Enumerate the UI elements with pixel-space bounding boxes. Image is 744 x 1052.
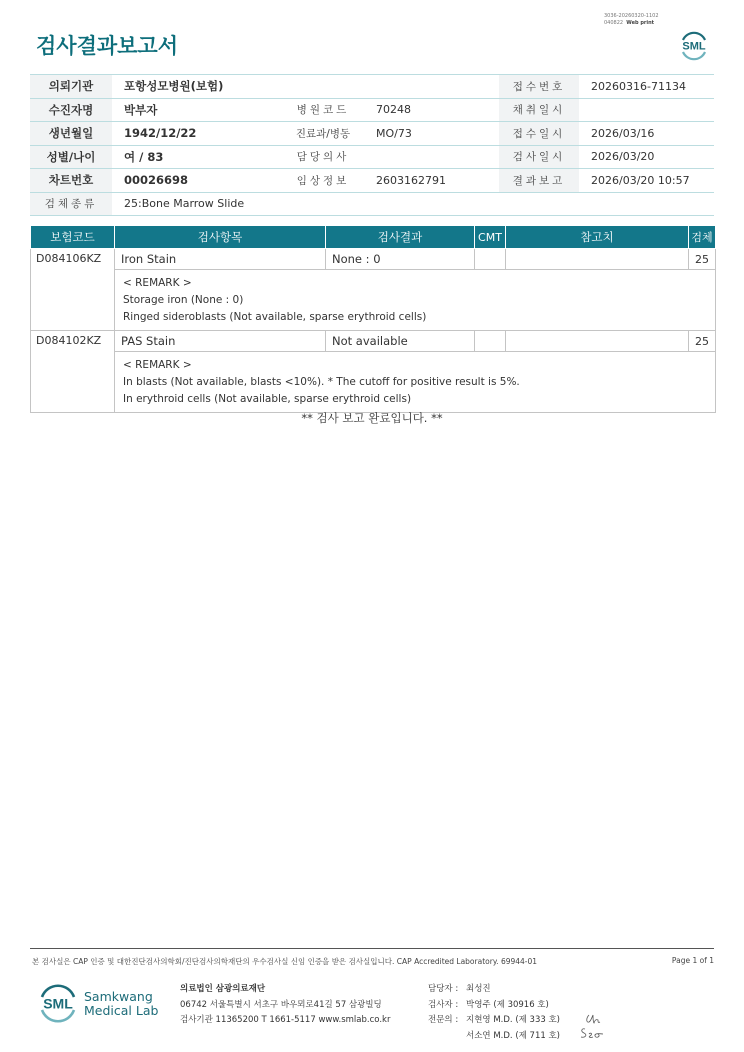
test-result: None : 0 bbox=[326, 249, 475, 270]
specialist-name-2: 서소연 M.D. (제 711 호) bbox=[466, 1030, 561, 1041]
page-number: Page 1 of 1 bbox=[671, 956, 714, 965]
table-row bbox=[31, 249, 716, 270]
col-header-code: 보험코드 bbox=[31, 226, 115, 249]
chart-no-label: 차트번호 bbox=[30, 169, 112, 193]
hospital-code-label: 병원코드 bbox=[282, 98, 364, 122]
test-reference bbox=[506, 249, 689, 270]
cap-accreditation-note: 본 검사실은 CAP 인증 및 대한진단검사의학회/진단검사의학재단의 우수검사실 신임 인증을 받은 검사실입니다. CAP Accredited Laboratory. 69944-01 bbox=[32, 957, 538, 966]
dept-value: MO/73 bbox=[364, 122, 499, 146]
sml-logo-footer-icon bbox=[36, 980, 80, 1026]
remark-cell bbox=[115, 270, 716, 331]
print-id-line1: 3036-20260320-1102 bbox=[604, 13, 659, 19]
results-header-row bbox=[31, 226, 716, 249]
sml-logo-icon bbox=[676, 26, 712, 62]
specialist-label: 전문의 : bbox=[428, 1015, 459, 1025]
specialist-row bbox=[428, 1013, 560, 1029]
specialist-name-1: 지현영 M.D. (제 333 호) bbox=[466, 1015, 561, 1025]
insurance-code: D084106KZ bbox=[31, 249, 115, 331]
manager-name: 최성진 bbox=[466, 984, 491, 994]
test-cmt bbox=[475, 331, 506, 352]
remark-line: Storage iron (None : 0) bbox=[123, 294, 244, 306]
receipt-date-value: 2026/03/16 bbox=[579, 122, 714, 146]
test-date-label: 검사일시 bbox=[499, 145, 579, 169]
brand-line2: Medical Lab bbox=[84, 1003, 159, 1018]
sml-logo-text: SML bbox=[682, 40, 706, 53]
remark-title: < REMARK > bbox=[123, 359, 192, 371]
tester-name: 박영주 (제 30916 호) bbox=[466, 999, 549, 1010]
test-specimen: 25 bbox=[689, 249, 716, 270]
receipt-date-label: 접수일시 bbox=[499, 122, 579, 146]
signature-1-icon bbox=[584, 1012, 602, 1026]
report-title: 검사결과보고서 bbox=[36, 34, 179, 58]
specimen-value: 25:Bone Marrow Slide bbox=[112, 192, 714, 216]
info-row bbox=[30, 122, 714, 146]
remark-line: Ringed sideroblasts (Not available, sparse erythroid cells) bbox=[123, 311, 427, 323]
doctor-value bbox=[364, 145, 499, 169]
test-specimen: 25 bbox=[689, 331, 716, 352]
remark-title: < REMARK > bbox=[123, 277, 192, 289]
col-header-reference: 참고치 bbox=[506, 226, 689, 249]
collect-value bbox=[579, 98, 714, 122]
col-header-cmt: CMT bbox=[475, 226, 506, 249]
specimen-label: 검체종류 bbox=[30, 192, 112, 216]
patient-info-table bbox=[30, 74, 714, 216]
info-row bbox=[30, 75, 714, 99]
chart-no-value: 00026698 bbox=[112, 169, 282, 193]
request-org-value: 포항성모병원(보험) bbox=[112, 75, 499, 99]
table-row bbox=[31, 331, 716, 352]
org-address: 06742 서울특별시 서초구 바우뫼로41길 57 삼광빌딩 bbox=[180, 999, 382, 1010]
sex-age-value: 여 / 83 bbox=[112, 145, 282, 169]
results-table bbox=[30, 225, 716, 413]
report-complete-note: ** 검사 보고 완료입니다. ** bbox=[301, 411, 443, 425]
sml-logo-footer-text: SML bbox=[43, 995, 73, 1012]
request-org-label: 의뢰기관 bbox=[30, 75, 112, 99]
info-row bbox=[30, 98, 714, 122]
report-date-value: 2026/03/20 10:57 bbox=[579, 169, 714, 193]
print-info bbox=[604, 13, 659, 27]
clinical-label: 임상정보 bbox=[282, 169, 364, 193]
manager-label: 담당자 : bbox=[428, 984, 459, 994]
info-row bbox=[30, 145, 714, 169]
birth-label: 생년월일 bbox=[30, 122, 112, 146]
receipt-no-label: 접수번호 bbox=[499, 75, 579, 99]
test-cmt bbox=[475, 249, 506, 270]
hospital-code-value: 70248 bbox=[364, 98, 499, 122]
patient-label: 수진자명 bbox=[30, 98, 112, 122]
test-item: Iron Stain bbox=[115, 249, 326, 270]
info-row bbox=[30, 192, 714, 216]
col-header-result: 검사결과 bbox=[326, 226, 475, 249]
test-reference bbox=[506, 331, 689, 352]
brand-line1: Samkwang bbox=[84, 989, 153, 1004]
col-header-item: 검사항목 bbox=[115, 226, 326, 249]
report-date-label: 결과보고 bbox=[499, 169, 579, 193]
org-name: 의료법인 삼광의료재단 bbox=[180, 984, 266, 994]
sex-age-label: 성별/나이 bbox=[30, 145, 112, 169]
patient-value: 박부자 bbox=[112, 98, 282, 122]
footer-divider bbox=[30, 948, 714, 949]
collect-label: 채취일시 bbox=[499, 98, 579, 122]
remark-row bbox=[31, 270, 716, 331]
signature-2-icon bbox=[579, 1026, 605, 1040]
col-header-specimen: 검체 bbox=[689, 226, 716, 249]
specialist-row-2 bbox=[428, 1029, 560, 1045]
brand-name bbox=[84, 990, 158, 1018]
staff-info bbox=[428, 982, 560, 1044]
dept-label: 진료과/병동 bbox=[282, 122, 364, 146]
tester-label: 검사자 : bbox=[428, 999, 459, 1010]
remark-row bbox=[31, 352, 716, 413]
info-row bbox=[30, 169, 714, 193]
print-mode: Web print bbox=[626, 20, 655, 26]
print-id-line2: 040822 Web print bbox=[604, 20, 655, 26]
remark-line: In erythroid cells (Not available, sparse erythroid cells) bbox=[123, 393, 412, 405]
remark-cell bbox=[115, 352, 716, 413]
insurance-code: D084102KZ bbox=[31, 331, 115, 413]
manager-row bbox=[428, 982, 560, 998]
remark-line: In blasts (Not available, blasts <10%). * The cutoff for positive result is 5%. bbox=[123, 376, 520, 388]
receipt-no-value: 20260316-71134 bbox=[579, 75, 714, 99]
organization-info bbox=[180, 982, 390, 1029]
birth-value: 1942/12/22 bbox=[112, 122, 282, 146]
test-date-value: 2026/03/20 bbox=[579, 145, 714, 169]
test-item: PAS Stain bbox=[115, 331, 326, 352]
tester-row bbox=[428, 998, 560, 1014]
clinical-value: 2603162791 bbox=[364, 169, 499, 193]
test-result: Not available bbox=[326, 331, 475, 352]
org-contact: 검사기관 11365200 T 1661-5117 www.smlab.co.kr bbox=[180, 1015, 391, 1025]
doctor-label: 담당의사 bbox=[282, 145, 364, 169]
